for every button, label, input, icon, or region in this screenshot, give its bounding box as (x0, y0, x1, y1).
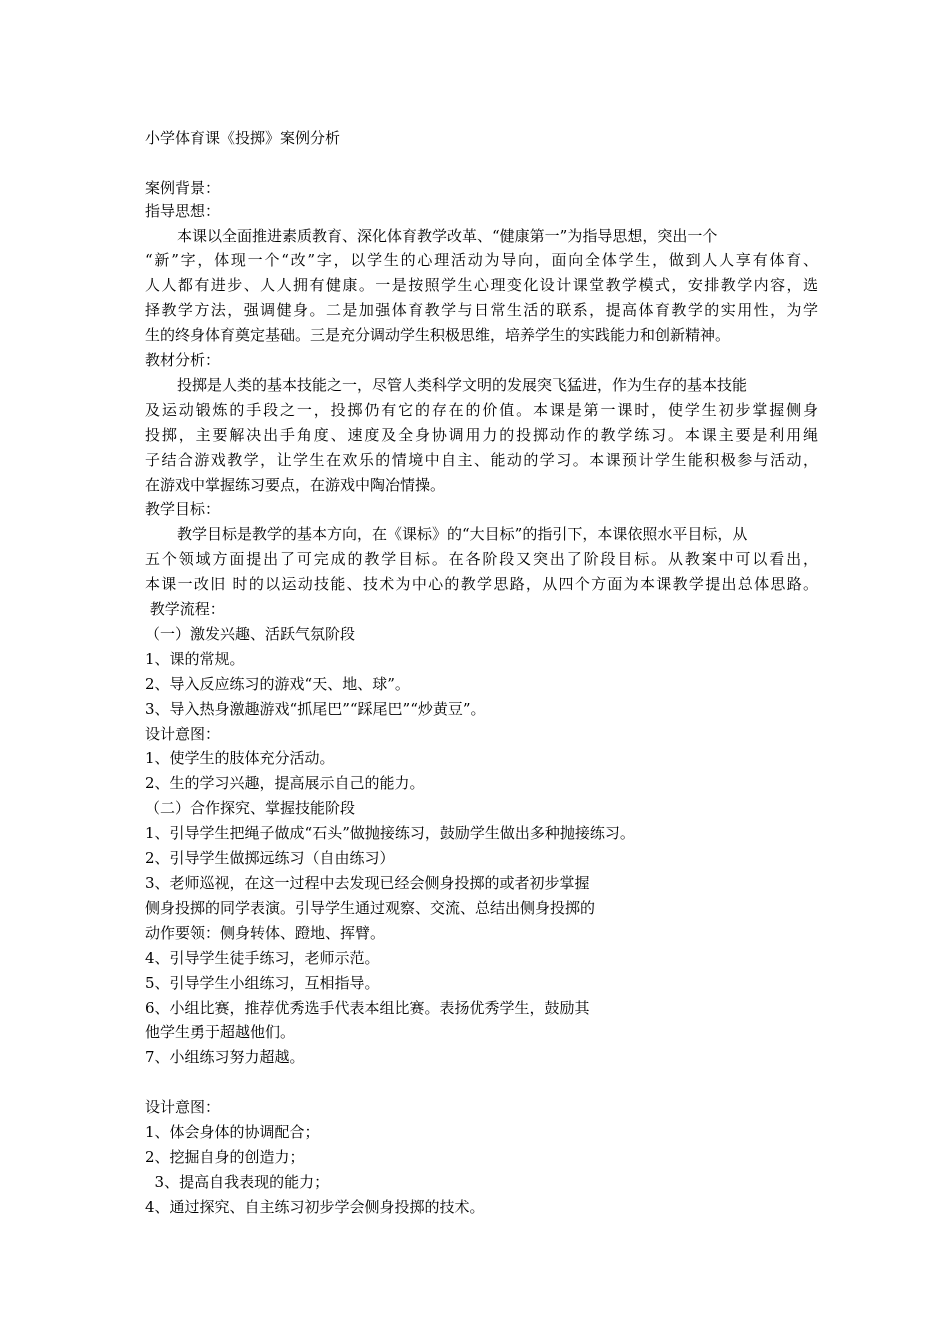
guiding-paragraph-line: 本课以全面推进素质教育、深化体育教学改革、“健康第一”为指导思想，突出一个 (177, 227, 718, 245)
material-analysis-heading: 教材分析： (145, 351, 221, 369)
document-title: 小学体育课《投掷》案例分析 (145, 129, 341, 147)
material-paragraph-line: 投掷，主要解决出手角度、速度及全身协调用力的投掷动作的教学练习。本课主要是利用绳 (145, 426, 818, 444)
list-item: 3、老师巡视，在这一过程中去发现已经会侧身投掷的或者初步掌握 (145, 874, 590, 892)
guiding-paragraph-line: 生的终身体育奠定基础。三是充分调动学生积极思维，培养学生的实践能力和创新精神。 (145, 326, 731, 344)
teaching-process-heading: 教学流程： (145, 600, 225, 618)
list-item: 6、小组比赛，推荐优秀选手代表本组比赛。表扬优秀学生，鼓励其 (145, 999, 590, 1017)
list-item: 7、小组练习努力超越。 (145, 1048, 305, 1066)
material-paragraph-line: 投掷是人类的基本技能之一，尽管人类科学文明的发展突飞猛进，作为生存的基本技能 (177, 376, 748, 394)
list-item: 动作要领：侧身转体、蹬地、挥臂。 (145, 924, 386, 942)
list-item: 4、引导学生徒手练习，老师示范。 (145, 949, 380, 967)
list-item: 1、体会身体的协调配合； (145, 1123, 320, 1141)
design-intent-heading: 设计意图： (145, 725, 221, 743)
material-paragraph-line: 及运动锻炼的手段之一，投掷仍有它的存在的价值。本课是第一课时，使学生初步掌握侧身 (145, 401, 818, 419)
material-paragraph-line: 子结合游戏教学，让学生在欢乐的情境中自主、能动的学习。本课预计学生能积极参与活动， (145, 451, 818, 469)
list-item: 4、通过探究、自主练习初步学会侧身投掷的技术。 (145, 1198, 485, 1216)
design-intent-heading: 设计意图： (145, 1098, 221, 1116)
list-item: 5、引导学生小组练习，互相指导。 (145, 974, 380, 992)
teaching-goal-heading: 教学目标： (145, 500, 221, 518)
stage-two-heading: （二）合作探究、掌握技能阶段 (145, 799, 356, 817)
goal-paragraph-line: 本课一改旧 时的以运动技能、技术为中心的教学思路，从四个方面为本课教学提出总体思路。 (145, 575, 818, 593)
case-background-heading: 案例背景： (145, 179, 221, 197)
list-item: 1、引导学生把绳子做成“石头”做抛接练习，鼓励学生做出多种抛接练习。 (145, 824, 635, 842)
guiding-paragraph-line: “新”字，体现一个“改”字，以学生的心理活动为导向，面向全体学生，做到人人享有体育、 (145, 251, 818, 269)
list-item: 2、导入反应练习的游戏“天、地、球”。 (145, 675, 410, 693)
list-item: 侧身投掷的同学表演。引导学生通过观察、交流、总结出侧身投掷的 (145, 899, 596, 917)
goal-paragraph-line: 教学目标是教学的基本方向，在《课标》的“大目标”的指引下，本课依照水平目标，从 (177, 525, 748, 543)
list-item: 2、生的学习兴趣，提高展示自己的能力。 (145, 774, 425, 792)
list-item: 1、使学生的肢体充分活动。 (145, 749, 335, 767)
list-item: 2、挖掘自身的创造力； (145, 1148, 305, 1166)
list-item: 3、导入热身激趣游戏“抓尾巴”“踩尾巴”“炒黄豆”。 (145, 700, 486, 718)
list-item: 2、引导学生做掷远练习（自由练习） (145, 849, 395, 867)
list-item: 他学生勇于超越他们。 (145, 1023, 296, 1041)
guiding-paragraph-line: 人人都有进步、人人拥有健康。一是按照学生心理变化设计课堂教学模式，安排教学内容，选 (145, 276, 818, 294)
guiding-paragraph-line: 择教学方法，强调健身。二是加强体育教学与日常生活的联系，提高体育教学的实用性，为学 (145, 301, 818, 319)
goal-paragraph-line: 五个领域方面提出了可完成的教学目标。在各阶段又突出了阶段目标。从教案中可以看出， (145, 550, 818, 568)
material-paragraph-line: 在游戏中掌握练习要点，在游戏中陶冶情操。 (145, 476, 446, 494)
guiding-idea-heading: 指导思想： (145, 202, 221, 220)
list-item: 1、课的常规。 (145, 650, 245, 668)
stage-one-heading: （一）激发兴趣、活跃气氛阶段 (145, 625, 356, 643)
list-item: 3、提高自我表现的能力； (145, 1173, 330, 1191)
